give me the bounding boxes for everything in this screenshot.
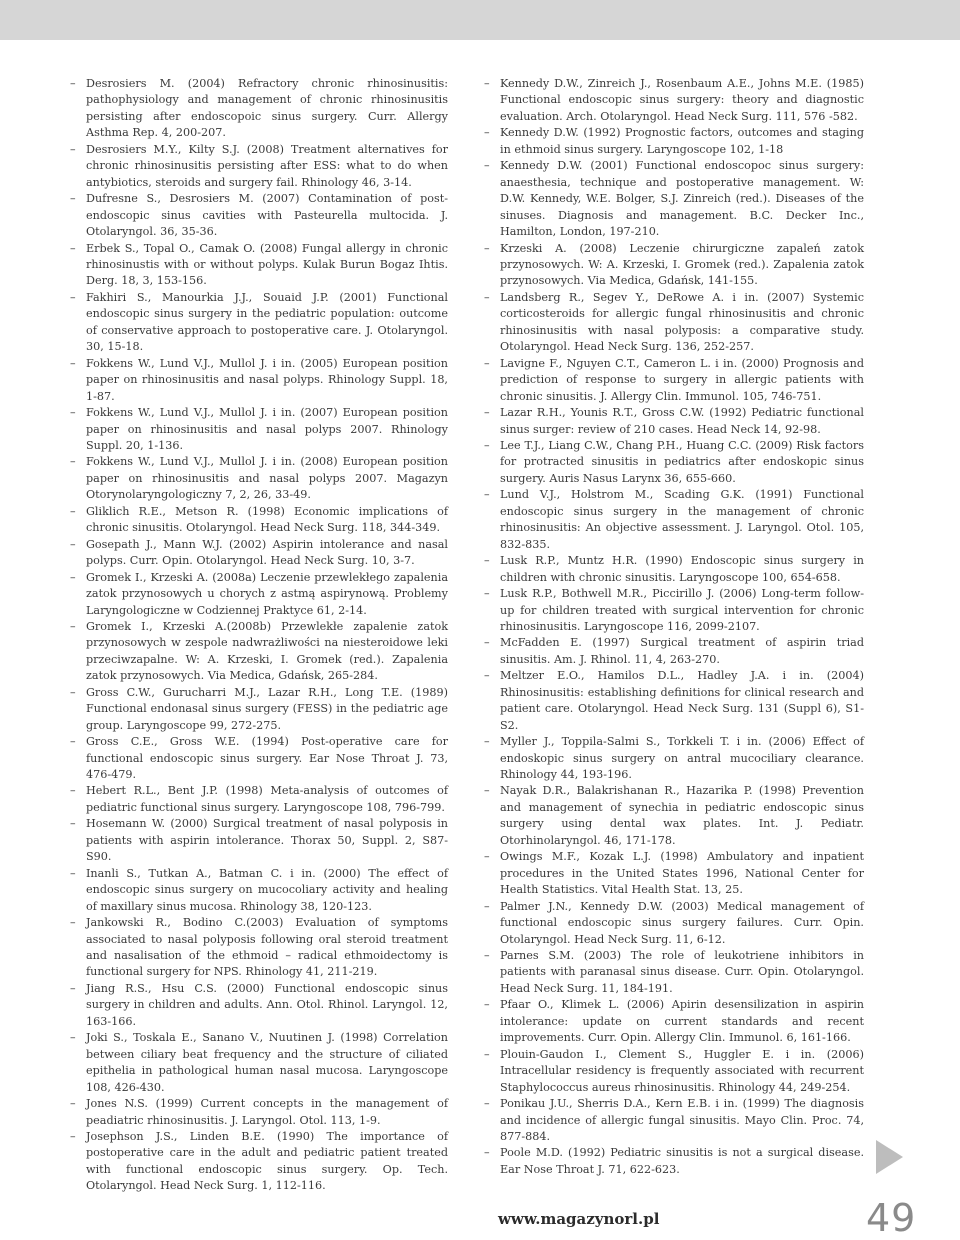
reference-item bbox=[484, 125, 864, 158]
list-dash: – bbox=[484, 241, 490, 255]
reference-item bbox=[70, 1030, 448, 1096]
list-dash: – bbox=[484, 850, 490, 864]
list-dash: – bbox=[70, 619, 76, 633]
list-dash: – bbox=[70, 1031, 76, 1045]
reference-text: Meltzer E.O., Hamilos D.L., Hadley J.A. i in. (2004) Rhinosinusitis: establishing definitions for clinical research and patient care. Otolaryngol. Head Neck Surg. 131 (Suppl 6), S1-S2. bbox=[500, 669, 864, 732]
reference-item bbox=[70, 454, 448, 503]
list-dash: – bbox=[484, 159, 490, 173]
reference-item bbox=[70, 570, 448, 619]
reference-text: Gliklich R.E., Metson R. (1998) Economic implications of chronic sinusitis. Otolaryngol. Head Neck Surg. 118, 344-349. bbox=[86, 504, 448, 535]
reference-text: Fokkens W., Lund V.J., Mullol J. i in. (2005) European position paper on rhinosinusitis and nasal polyps. Rhinology Suppl. 18, 1-87. bbox=[86, 356, 448, 403]
reference-item bbox=[484, 948, 864, 997]
reference-item bbox=[70, 685, 448, 734]
reference-item bbox=[70, 290, 448, 356]
reference-item bbox=[484, 553, 864, 586]
references-column-left bbox=[70, 76, 448, 1195]
reference-text: Kennedy D.W. (2001) Functional endoscopoc sinus surgery: anaesthesia, technique and postoperative management. W: D.W. Kennedy, W.E. Bolger, S.J. Zinreich (red.). Diseases of the sinuses. Diagnosis and management. B.C. Decker Inc., Hamilton, London, 197-210. bbox=[500, 159, 864, 239]
list-dash: – bbox=[70, 916, 76, 930]
list-dash: – bbox=[484, 1047, 490, 1061]
reference-item bbox=[484, 76, 864, 125]
reference-item bbox=[70, 1096, 448, 1129]
reference-text: Gross C.W., Gurucharri M.J., Lazar R.H., Long T.E. (1989) Functional endonasal sinus surgery (FESS) in the pediatric age group. Laryngoscope 99, 272-275. bbox=[86, 685, 448, 732]
reference-text: Fokkens W., Lund V.J., Mullol J. i in. (2007) European position paper on rhinosinusitis and nasal polyps 2007. Rhinology Suppl. 20, 1-136. bbox=[86, 406, 448, 452]
list-dash: – bbox=[484, 488, 490, 502]
reference-text: Gromek I., Krzeski A. (2008a) Leczenie przewlekłego zapalenia zatok przynosowych u chorych z astmą aspirynową. Problemy Laryngologiczne w Codziennej Praktyce 61, 2-14. bbox=[86, 570, 448, 617]
reference-item bbox=[70, 734, 448, 783]
reference-text: Inanli S., Tutkan A., Batman C. i in. (2000) The effect of endoscopic sinus surgery on mucocoliary activity and healing of maxillary sinus mucosa. Rhinology 38, 120-123. bbox=[86, 866, 448, 913]
reference-text: Palmer J.N., Kennedy D.W. (2003) Medical management of functional endoscopic sinus surgery failures. Curr. Opin. Otolaryngol. Head Neck Surg. 11, 6-12. bbox=[500, 899, 864, 946]
reference-text: Owings M.F., Kozak L.J. (1998) Ambulatory and inpatient procedures in the United States 1996, National Center for Health Statistics. Vital Health Stat. 13, 25. bbox=[500, 850, 864, 897]
list-dash: – bbox=[484, 1146, 490, 1160]
list-dash: – bbox=[484, 899, 490, 913]
list-dash: – bbox=[70, 866, 76, 880]
reference-item bbox=[484, 290, 864, 356]
reference-item bbox=[70, 537, 448, 570]
reference-item bbox=[484, 487, 864, 553]
list-dash: – bbox=[484, 998, 490, 1012]
reference-text: Hebert R.L., Bent J.P. (1998) Meta-analysis of outcomes of pediatric functional sinus surgery. Laryngoscope 108, 796-799. bbox=[86, 784, 448, 814]
reference-item bbox=[484, 1096, 864, 1145]
list-dash: – bbox=[70, 356, 76, 370]
list-dash: – bbox=[70, 455, 76, 469]
reference-item bbox=[70, 191, 448, 240]
list-dash: – bbox=[70, 504, 76, 518]
list-dash: – bbox=[484, 735, 490, 749]
list-dash: – bbox=[70, 735, 76, 749]
reference-text: Plouin-Gaudon I., Clement S., Huggler E. i in. (2006) Intracellular residency is frequently associated with recurrent Staphylococcus aureus rhinosinusitis. Rhinology 44, 249-254. bbox=[500, 1047, 864, 1094]
reference-item bbox=[70, 816, 448, 865]
reference-text: McFadden E. (1997) Surgical treatment of aspirin triad sinusitis. Am. J. Rhinol. 11, 4, 263-270. bbox=[500, 636, 864, 666]
list-dash: – bbox=[484, 406, 490, 420]
reference-text: Gross C.E., Gross W.E. (1994) Post-operative care for functional endoscopic sinus surgery. Ear Nose Throat J. 73, 476-479. bbox=[86, 735, 448, 782]
reference-text: Poole M.D. (1992) Pediatric sinusitis is not a surgical disease. Ear Nose Throat J. 71, 622-623. bbox=[500, 1146, 864, 1176]
list-dash: – bbox=[484, 587, 490, 601]
reference-text: Landsberg R., Segev Y., DeRowe A. i in. (2007) Systemic corticosteroids for allergic fungal rhinosinusitis and chronic rhinosinusitis with nasal polyposis: a comparative study. Otolaryngol. Head Neck Surg. 136, 252-257. bbox=[500, 290, 864, 354]
reference-item bbox=[70, 619, 448, 685]
reference-text: Desrosiers M. (2004) Refractory chronic rhinosinusitis: pathophysiology and management of chronic rhinosinusitis persisting after endoscopoic sinus surgery. Curr. Allergy Asthma Rep. 4, 200-207. bbox=[86, 77, 448, 140]
reference-item bbox=[70, 241, 448, 290]
reference-text: Kennedy D.W., Zinreich J., Rosenbaum A.E., Johns M.E. (1985) Functional endoscopic sinus surgery: theory and diagnostic evaluation. Arch. Otolaryngol. Head Neck Surg. 111, 576 -582. bbox=[500, 77, 864, 123]
next-page-arrow-icon[interactable] bbox=[876, 1140, 903, 1174]
reference-text: Lusk R.P., Muntz H.R. (1990) Endoscopic sinus surgery in children with chronic sinusitis. Laryngoscope 100, 654-658. bbox=[500, 554, 864, 584]
reference-text: Lazar R.H., Younis R.T., Gross C.W. (1992) Pediatric functional sinus surger: review of 210 cases. Head Neck 14, 92-98. bbox=[500, 406, 864, 436]
reference-item bbox=[484, 158, 864, 240]
reference-item bbox=[484, 438, 864, 487]
reference-text: Lavigne F., Nguyen C.T., Cameron L. i in. (2000) Prognosis and prediction of response to surgery in allergic patients with chronic sinusitis. J. Allergy Clin. Immunol. 105, 746-751. bbox=[500, 356, 864, 403]
reference-item bbox=[70, 783, 448, 816]
list-dash: – bbox=[70, 1097, 76, 1111]
reference-item bbox=[70, 1129, 448, 1195]
reference-text: Ponikau J.U., Sherris D.A., Kern E.B. i in. (1999) The diagnosis and incidence of allergic fungal sinusitis. Mayo Clin. Proc. 74, 877-884. bbox=[500, 1097, 864, 1143]
list-dash: – bbox=[484, 356, 490, 370]
list-dash: – bbox=[70, 241, 76, 255]
reference-text: Nayak D.R., Balakrishanan R., Hazarika P. (1998) Prevention and management of synechia in pediatric endoscopic sinus surgery using dental wax plates. Int. J. Pediatr. Otorhinolaryngol. 46, 171-178. bbox=[500, 784, 864, 847]
reference-item bbox=[484, 849, 864, 898]
list-dash: – bbox=[70, 537, 76, 551]
reference-text: Krzeski A. (2008) Leczenie chirurgiczne zapaleń zatok przynosowych. W: A. Krzeski, I. Gromek (red.). Zapalenia zatok przynosowych. Via Medica, Gdańsk, 141-155. bbox=[500, 241, 864, 288]
reference-text: Gosepath J., Mann W.J. (2002) Aspirin intolerance and nasal polyps. Curr. Opin. Otolaryngol. Head Neck Surg. 10, 3-7. bbox=[86, 537, 448, 568]
reference-item bbox=[70, 142, 448, 191]
list-dash: – bbox=[484, 669, 490, 683]
reference-item bbox=[484, 899, 864, 948]
list-dash: – bbox=[484, 554, 490, 568]
reference-text: Lusk R.P., Bothwell M.R., Piccirillo J. (2006) Long-term follow-up for children treated with surgical intervention for chronic rhinosinusitis. Laryngoscope 116, 2099-2107. bbox=[500, 587, 864, 633]
reference-text: Desrosiers M.Y., Kilty S.J. (2008) Treatment alternatives for chronic rhinosinusitis persisting after ESS: what to do when antybiotics, steroids and surgery fail. Rhinology 46, 3-14. bbox=[86, 142, 448, 189]
page-number: 49 bbox=[866, 1196, 917, 1240]
reference-text: Fokkens W., Lund V.J., Mullol J. i in. (2008) European position paper on rhinosinusitis and nasal polyps 2007. Magazyn Otorynolaryngologiczny 7, 2, 26, 33-49. bbox=[86, 455, 448, 502]
list-dash: – bbox=[70, 142, 76, 156]
reference-text: Erbek S., Topal O., Camak O. (2008) Fungal allergy in chronic rhinosinustis with or without polyps. Kulak Burun Bogaz Ihtis. Derg. 18, 3, 153-156. bbox=[86, 241, 448, 288]
reference-item bbox=[484, 405, 864, 438]
top-band bbox=[0, 0, 960, 40]
list-dash: – bbox=[484, 1097, 490, 1111]
list-dash: – bbox=[484, 784, 490, 798]
list-dash: – bbox=[484, 77, 490, 90]
footer-url[interactable]: www.magazynorl.pl bbox=[498, 1210, 660, 1228]
reference-text: Fakhiri S., Manourkia J.J., Souaid J.P. (2001) Functional endoscopic sinus surgery in the pediatric population: outcome of conservative approach to postoperative care. J. Otolaryngol. 30, 15-18. bbox=[86, 290, 448, 354]
list-dash: – bbox=[484, 636, 490, 650]
reference-item bbox=[484, 997, 864, 1046]
list-dash: – bbox=[70, 685, 76, 699]
reference-item bbox=[70, 76, 448, 142]
reference-item bbox=[484, 586, 864, 635]
reference-item bbox=[484, 1047, 864, 1096]
reference-text: Myller J., Toppila-Salmi S., Torkkeli T. i in. (2006) Effect of endoskopic sinus surgery on antral mucociliary clearance. Rhinology 44, 193-196. bbox=[500, 735, 864, 782]
list-dash: – bbox=[70, 192, 76, 206]
reference-item bbox=[70, 356, 448, 405]
reference-text: Pfaar O., Klimek L. (2006) Apirin desensilization in aspirin intolerance: update on current standards and recent improvements. Curr. Opin. Allergy Clin. Immunol. 6, 161-166. bbox=[500, 998, 864, 1045]
reference-text: Parnes S.M. (2003) The role of leukotriene inhibitors in patients with paranasal sinus disease. Curr. Opin. Otolaryngol. Head Neck Surg. 11, 184-191. bbox=[500, 949, 864, 995]
reference-item bbox=[484, 783, 864, 849]
reference-text: Lund V.J., Holstrom M., Scading G.K. (1991) Functional endoscopic sinus surgery in the management of chronic rhinosinusitis: An objective assessment. J. Laryngol. Otol. 105, 832-835. bbox=[500, 488, 864, 551]
reference-item bbox=[70, 504, 448, 537]
list-dash: – bbox=[70, 406, 76, 420]
reference-text: Jiang R.S., Hsu C.S. (2000) Functional endoscopic sinus surgery in children and adults. Ann. Otol. Rhinol. Laryngol. 12, 163-166. bbox=[86, 981, 448, 1028]
reference-text: Dufresne S., Desrosiers M. (2007) Contamination of post-endoscopic sinus cavities with Pasteurella multocida. J. Otolaryngol. 36, 35-36. bbox=[86, 192, 448, 239]
list-dash: – bbox=[484, 949, 490, 963]
reference-text: Joki S., Toskala E., Sanano V., Nuutinen J. (1998) Correlation between ciliary beat frequency and the structure of ciliated epithelia in pathological human nasal mucosa. Laryngoscope 108, 426-430. bbox=[86, 1031, 448, 1094]
reference-item bbox=[484, 635, 864, 668]
reference-item bbox=[70, 981, 448, 1030]
reference-text: Kennedy D.W. (1992) Prognostic factors, outcomes and staging in ethmoid sinus surgery. Laryngoscope 102, 1-18 bbox=[500, 126, 864, 156]
list-dash: – bbox=[70, 784, 76, 798]
list-dash: – bbox=[484, 438, 490, 452]
list-dash: – bbox=[484, 290, 490, 304]
list-dash: – bbox=[70, 290, 76, 304]
reference-item bbox=[484, 356, 864, 405]
list-dash: – bbox=[70, 77, 76, 90]
reference-item bbox=[70, 866, 448, 915]
reference-item bbox=[484, 734, 864, 783]
reference-item bbox=[70, 915, 448, 981]
reference-text: Hosemann W. (2000) Surgical treatment of nasal polyposis in patients with aspirin intolerance. Thorax 50, Suppl. 2, S87-S90. bbox=[86, 817, 448, 864]
reference-text: Jankowski R., Bodino C.(2003) Evaluation of symptoms associated to nasal polyposis following oral steroid treatment and nasalisation of the ethmoid – radical ethmoidectomy is functional surgery for NPS. Rhinology 41, 211-219. bbox=[86, 916, 448, 979]
reference-item bbox=[70, 405, 448, 454]
list-dash: – bbox=[70, 817, 76, 831]
references-column-right bbox=[484, 76, 864, 1178]
reference-text: Lee T.J., Liang C.W., Chang P.H., Huang C.C. (2009) Risk factors for protracted sinusitis in pediatrics after endoskopic sinus surgery. Auris Nasus Larynx 36, 655-660. bbox=[500, 438, 864, 485]
reference-item bbox=[484, 1145, 864, 1178]
list-dash: – bbox=[484, 126, 490, 140]
reference-text: Jones N.S. (1999) Current concepts in the management of peadiatric rhinosinusitis. J. Laryngol. Otol. 113, 1-9. bbox=[86, 1097, 448, 1127]
reference-text: Gromek I., Krzeski A.(2008b) Przewlekłe zapalenie zatok przynosowych w zespole nadwrażliwości na niesteroidowe leki przeciwzapalne. W: A. Krzeski, I. Gromek (red.). Zapalenia zatok przynosowych. Via Medica, Gdańsk, 265-284. bbox=[86, 619, 448, 683]
reference-item bbox=[484, 241, 864, 290]
list-dash: – bbox=[70, 1130, 76, 1143]
reference-text: Josephson J.S., Linden B.E. (1990) The importance of postoperative care in the adult and pediatric patient treated with functional endoscopic sinus surgery. Op. Tech. Otolaryngol. Head Neck Surg. 1, 112-116. bbox=[86, 1130, 448, 1193]
reference-item bbox=[484, 668, 864, 734]
list-dash: – bbox=[70, 570, 76, 584]
list-dash: – bbox=[70, 981, 76, 995]
